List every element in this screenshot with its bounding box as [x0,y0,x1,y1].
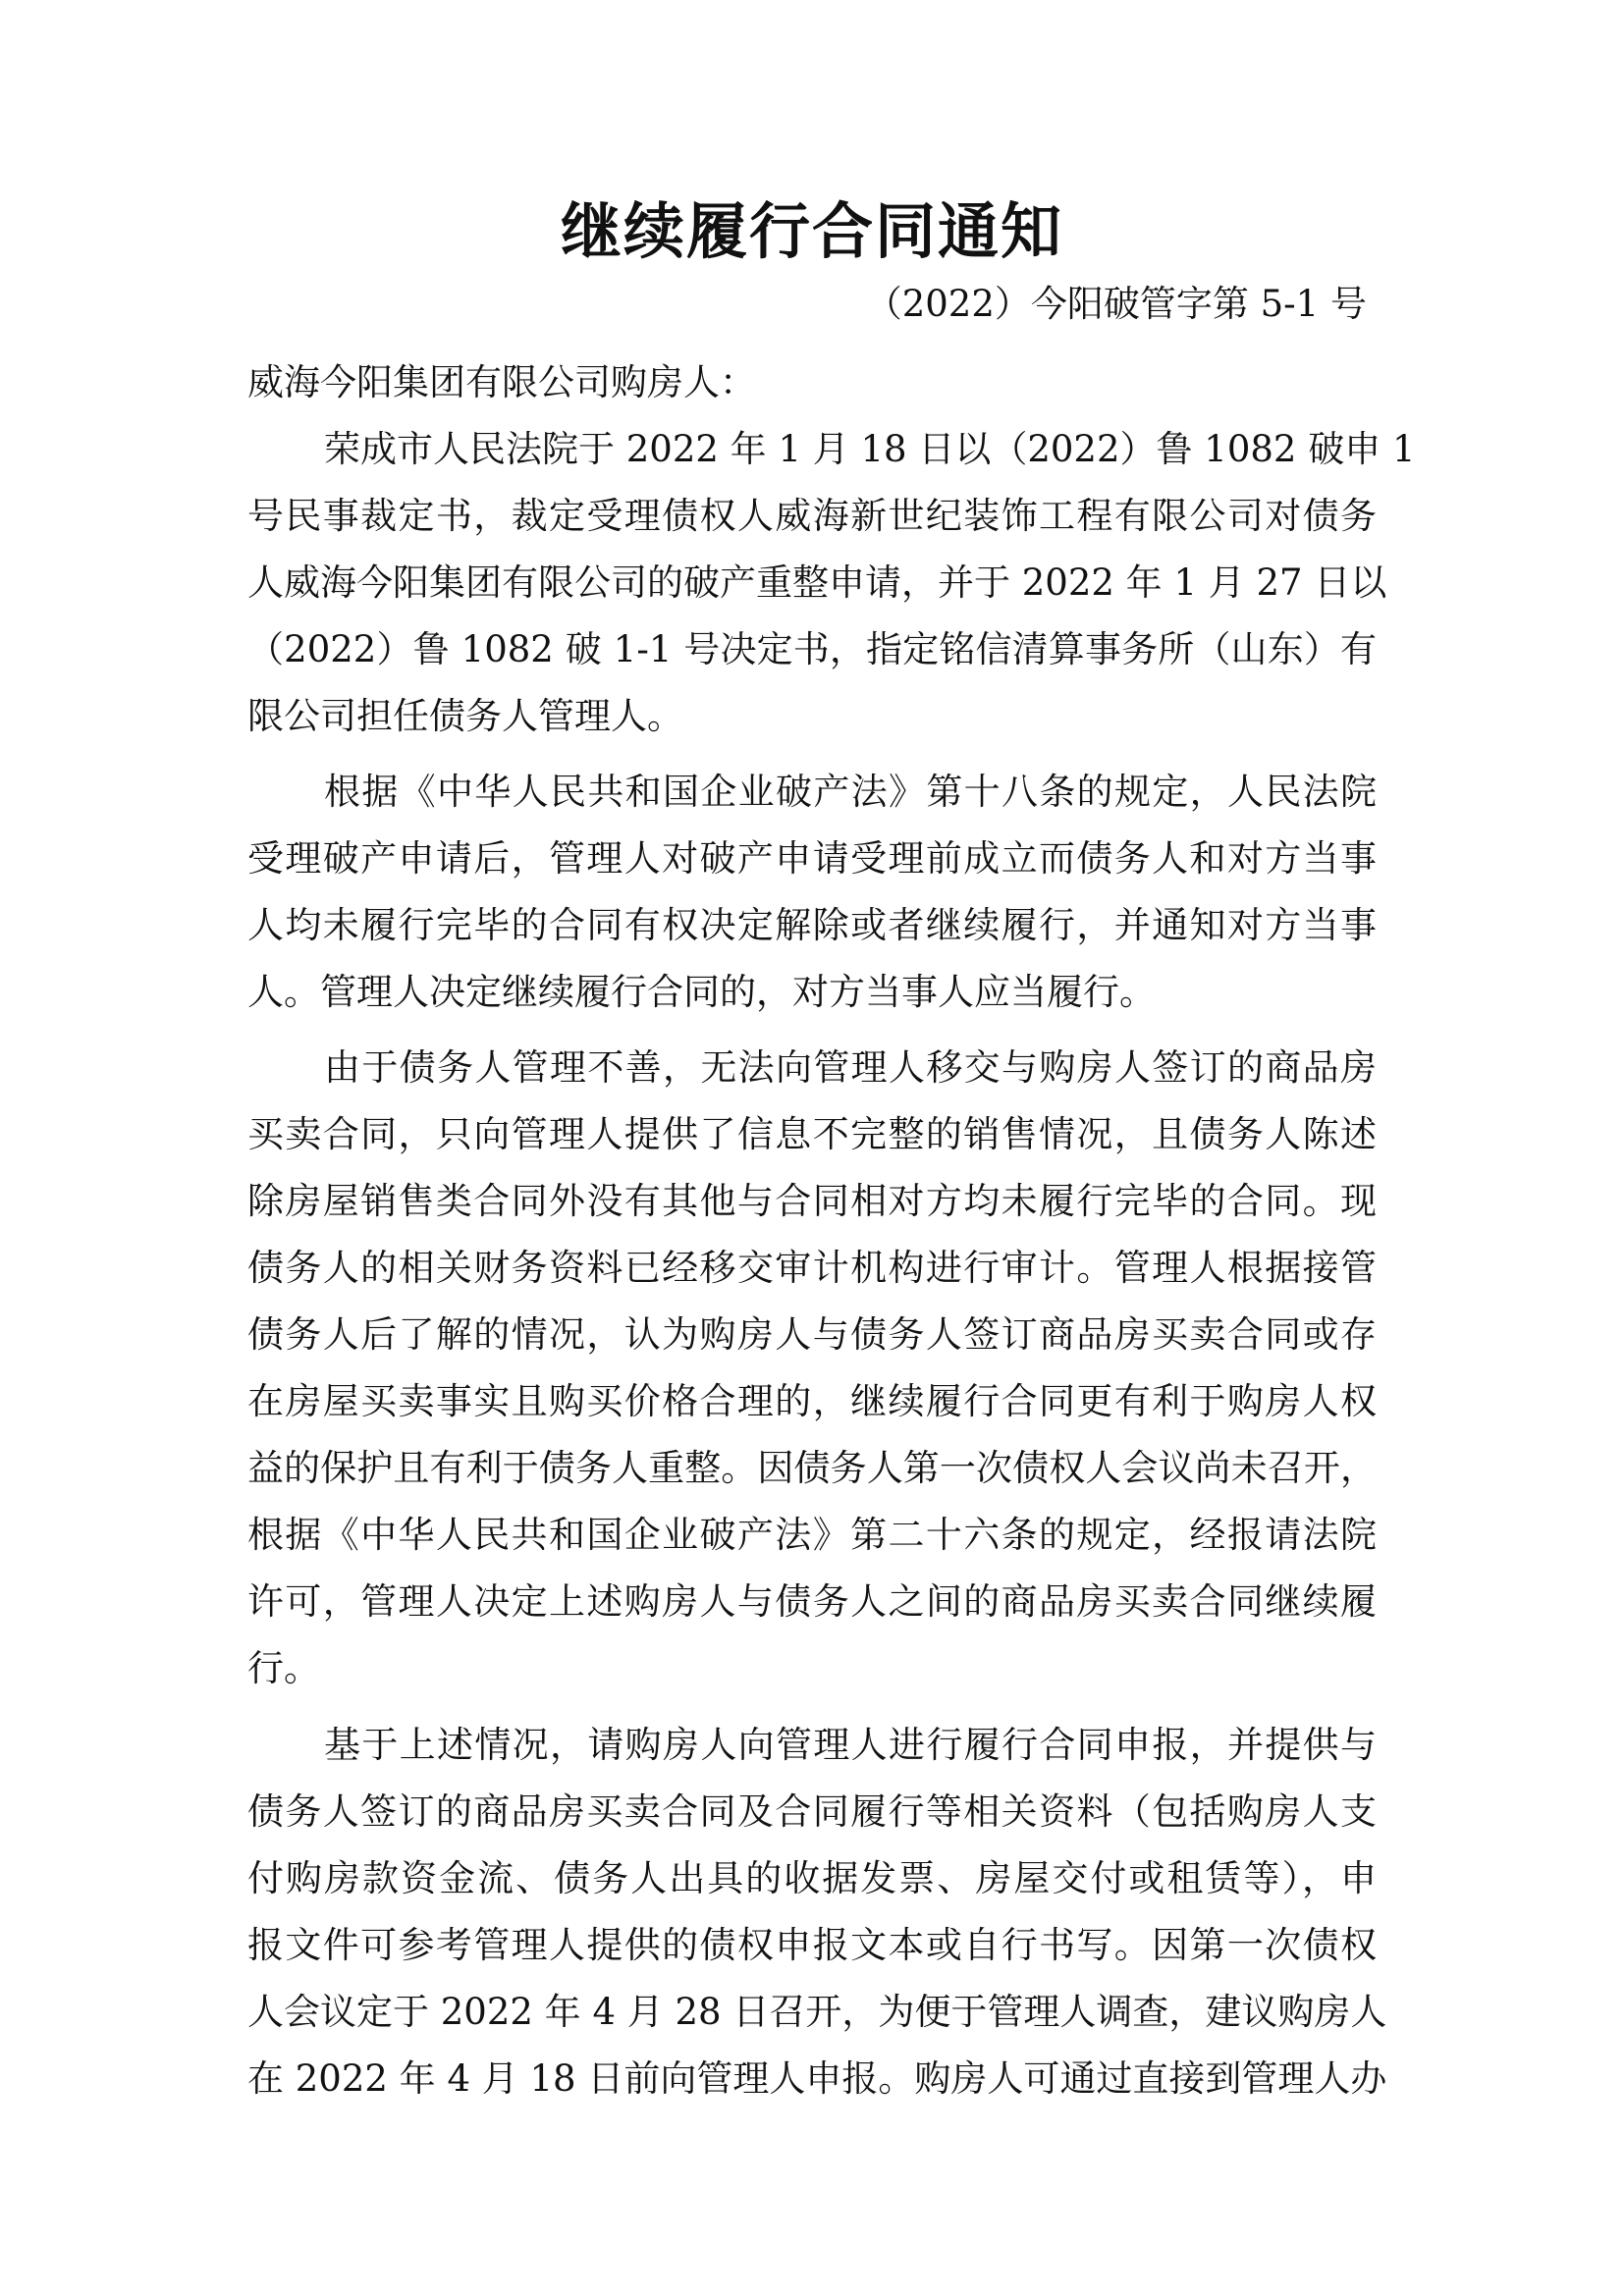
paragraph-3-line-9: 许可，管理人决定上述购房人与债务人之间的商品房买卖合同继续履 [247,1580,1377,1623]
paragraph-1-line-4: （2022）鲁 1082 破 1-1 号决定书，指定铭信清算事务所（山东）有 [247,628,1377,670]
paragraph-4-line-5: 人会议定于 2022 年 4 月 28 日召开，为便于管理人调查，建议购房人 [247,1991,1387,2033]
paragraph-3-line-8: 根据《中华人民共和国企业破产法》第二十六条的规定，经报请法院 [247,1514,1377,1556]
paragraph-3-line-5: 债务人后了解的情况，认为购房人与债务人签订商品房买卖合同或存 [247,1313,1377,1356]
paragraph-3-line-6: 在房屋买卖事实且购买价格合理的，继续履行合同更有利于购房人权 [247,1380,1377,1422]
document-number: （2022）今阳破管字第 5-1 号 [865,283,1367,325]
paragraph-2-line-4: 人。管理人决定继续履行合同的，对方当事人应当履行。 [247,971,1156,1013]
paragraph-1-line-1: 荣成市人民法院于 2022 年 1 月 18 日以（2022）鲁 1082 破申 1 [324,428,1416,470]
paragraph-3-line-7: 益的保护且有利于债务人重整。因债务人第一次债权人会议尚未召开， [247,1447,1377,1489]
paragraph-4-line-3: 付购房款资金流、债务人出具的收据发票、房屋交付或租赁等），申 [247,1857,1377,1899]
document-title: 继续履行合同通知 [560,195,1063,267]
paragraph-3-line-1: 由于债务人管理不善，无法向管理人移交与购房人签订的商品房 [324,1046,1377,1089]
paragraph-4-line-1: 基于上述情况，请购房人向管理人进行履行合同申报，并提供与 [324,1724,1377,1766]
paragraph-2-line-1: 根据《中华人民共和国企业破产法》第十八条的规定，人民法院 [324,771,1377,813]
paragraph-4-line-6: 在 2022 年 4 月 18 日前向管理人申报。购房人可通过直接到管理人办 [247,2057,1387,2100]
paragraph-4-line-4: 报文件可参考管理人提供的债权申报文本或自行书写。因第一次债权 [247,1924,1377,1966]
paragraph-3-line-3: 除房屋销售类合同外没有其他与合同相对方均未履行完毕的合同。现 [247,1180,1377,1222]
paragraph-2-line-3: 人均未履行完毕的合同有权决定解除或者继续履行，并通知对方当事 [247,904,1377,946]
paragraph-3-line-4: 债务人的相关财务资料已经移交审计机构进行审计。管理人根据接管 [247,1247,1377,1289]
paragraph-4-line-2: 债务人签订的商品房买卖合同及合同履行等相关资料（包括购房人支 [247,1790,1377,1833]
paragraph-3-line-2: 买卖合同，只向管理人提供了信息不完整的销售情况，且债务人陈述 [247,1113,1377,1155]
paragraph-1-line-2: 号民事裁定书，裁定受理债权人威海新世纪装饰工程有限公司对债务 [247,495,1377,537]
paragraph-3-line-10: 行。 [247,1647,320,1689]
paragraph-1-line-3: 人威海今阳集团有限公司的破产重整申请，并于 2022 年 1 月 27 日以 [247,561,1387,604]
paragraph-1-line-5: 限公司担任债务人管理人。 [247,695,683,737]
salutation: 威海今阳集团有限公司购房人： [247,361,756,403]
paragraph-2-line-2: 受理破产申请后，管理人对破产申请受理前成立而债务人和对方当事 [247,837,1377,880]
